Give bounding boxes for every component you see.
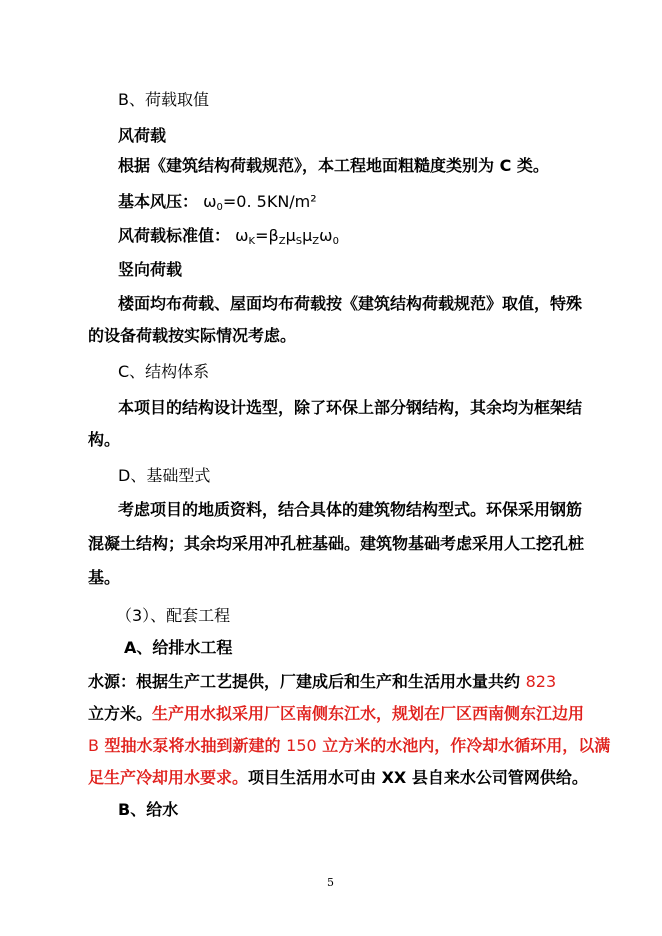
vertical-text-line-1: 楼面均布荷载、屋面均布荷载按《建筑结构荷载规范》取值，特殊 <box>118 294 583 313</box>
structure-text-line-1: 本项目的结构设计选型，除了环保上部分钢结构，其余均为框架结 <box>118 398 583 417</box>
vertical-load-heading: 竖向荷载 <box>118 260 183 279</box>
wind-std-line: 风荷载标准值： $\omega_K=\beta_Z\mu_S\mu_Z\omega_0$ <box>118 226 339 247</box>
wind-load-heading: 风荷载 <box>118 126 167 145</box>
section-3-title: （3）、配套工程 <box>116 606 231 625</box>
page-number: 5 <box>327 876 334 889</box>
foundation-text-line-1: 考虑项目的地质资料，结合具体的建筑物结构型式。环保采用钢筋 <box>118 500 583 519</box>
water-source-line-2: 立方米。生产用水拟采用厂区南侧东江水，规划在厂区西南侧东江边用 <box>88 704 585 723</box>
base-pressure-line: 基本风压： $\omega_0=0$. 5KN/m² <box>118 192 317 213</box>
water-source-line-4: 足生产冷却用水要求。项目生活用水可由 XX 县自来水公司管网供给。 <box>88 768 588 787</box>
water-source-line-1: 水源：根据生产工艺提供，厂建成后和生产和生活用水量共约 823 <box>88 672 557 691</box>
section-b-title: B、荷载取值 <box>118 90 209 109</box>
wind-std-formula: $\omega_K=\beta_Z\mu_S\mu_Z\omega_0$ <box>235 226 339 247</box>
wind-load-text: 根据《建筑结构荷载规范》，本工程地面粗糙度类别为 C 类。 <box>118 156 549 175</box>
section-b2-title: B、给水 <box>118 800 179 819</box>
foundation-text-line-3: 基。 <box>88 568 121 587</box>
section-d-title: D、基础型式 <box>118 466 211 485</box>
foundation-text-line-2: 混凝土结构；其余均采用冲孔桩基础。建筑物基础考虑采用人工挖孔桩 <box>88 534 585 553</box>
base-pressure-formula: $\omega_0=0$. 5KN/m² <box>203 192 317 213</box>
section-c-title: C、结构体系 <box>118 362 210 381</box>
structure-text-line-2: 构。 <box>88 430 121 449</box>
section-a-title: A、给排水工程 <box>124 638 233 657</box>
water-source-line-3: B 型抽水泵将水抽到新建的 150 立方米的水池内，作冷却水循环用，以满 <box>88 736 611 755</box>
vertical-text-line-2: 的设备荷载按实际情况考虑。 <box>88 326 297 345</box>
